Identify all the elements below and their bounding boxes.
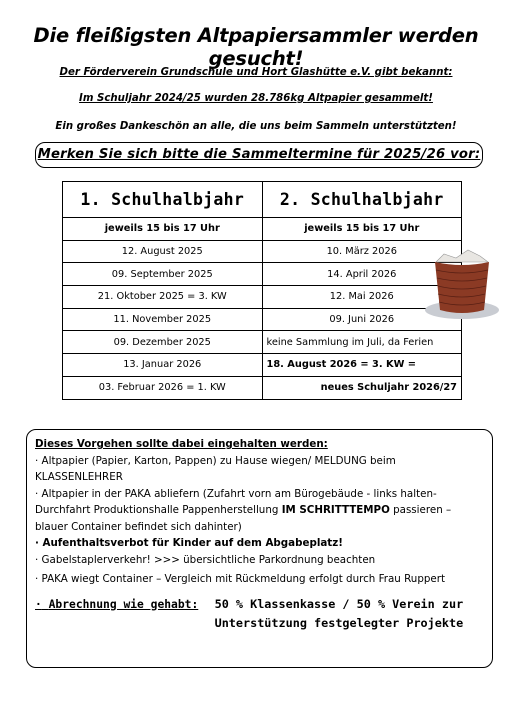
page-title: Die fleißigsten Altpapiersammler werden gesucht!: [33, 24, 479, 70]
rules-box: [26, 429, 493, 668]
billing-bullet: ·: [35, 597, 42, 611]
date-cell: 09. Juni 2026: [262, 308, 462, 331]
header-first-half: 1. Schulhalbjahr: [63, 182, 263, 218]
dates-banner: [35, 142, 483, 168]
paper-basket-image: [422, 240, 502, 320]
header-second-half: 2. Schulhalbjahr: [262, 182, 462, 218]
date-cell: 13. Januar 2026: [63, 354, 263, 377]
announcement-line: Der Förderverein Grundschule und Hort Glashütte e.V. gibt bekannt:: [59, 67, 453, 78]
billing-row: [35, 595, 484, 633]
billing-text: 50 % Klassenkasse / 50 % Verein zur Unterstützung festgelegter Projekte: [214, 596, 464, 630]
date-cell: 11. November 2025: [63, 308, 263, 331]
rule-weighing: · PAKA wiegt Container – Vergleich mit Rückmeldung erfolgt durch Frau Ruppert: [35, 573, 445, 585]
date-cell: 12. August 2025: [63, 240, 263, 263]
table-row: [63, 376, 462, 399]
table-row: [63, 331, 462, 354]
rule-deliver-text: · Altpapier in der PAKA abliefern (Zufahrt vorn am Bürogebäude - links halten- Durchfahrt Produktionshalle Pappenherstellung: [35, 487, 437, 516]
date-cell: 09. Dezember 2025: [63, 331, 263, 354]
billing-label: Abrechnung wie gehabt:: [48, 597, 199, 611]
rule-weigh: · Altpapier (Papier, Karton, Pappen) zu Hause wiegen/ MELDUNG beim KLASSENLEHRER: [35, 454, 396, 483]
billing-label-cell: [35, 595, 215, 633]
rule-no-children: · Aufenthaltsverbot für Kinder auf dem Abgabeplatz!: [35, 537, 343, 549]
time-left: jeweils 15 bis 17 Uhr: [63, 218, 263, 241]
rules-heading: Dieses Vorgehen sollte dabei eingehalten werden:: [35, 438, 328, 450]
paper-shape: [436, 250, 488, 262]
table-row: [63, 308, 462, 331]
table-header-row: [63, 182, 462, 218]
date-cell: 09. September 2025: [63, 263, 263, 286]
thanks-line: Ein großes Dankeschön an alle, die uns beim Sammeln unterstützten!: [55, 121, 457, 132]
rule-forklift: · Gabelstaplerverkehr! >>> übersichtliche Parkordnung beachten: [35, 553, 376, 566]
date-cell: 21. Oktober 2025 = 3. KW: [63, 286, 263, 309]
rule-deliver-speed: IM SCHRITTTEMPO: [281, 504, 390, 516]
rule-deliver: [35, 486, 484, 536]
date-cell: neues Schuljahr 2026/27: [262, 376, 462, 399]
date-cell: 18. August 2026 = 3. KW =: [262, 354, 462, 377]
date-cell: keine Sammlung im Juli, da Ferien: [262, 331, 462, 354]
time-right: jeweils 15 bis 17 Uhr: [262, 218, 462, 241]
date-cell: 14. April 2026: [262, 263, 462, 286]
rule-deliver-text-end: passieren – blauer Container befindet sich dahinter): [35, 504, 452, 533]
date-cell: 03. Februar 2026 = 1. KW: [63, 376, 263, 399]
collection-dates-table: [62, 181, 462, 400]
table-row: [63, 263, 462, 286]
table-row: [63, 286, 462, 309]
table-row: [63, 354, 462, 377]
table-row: [63, 240, 462, 263]
result-line: Im Schuljahr 2024/25 wurden 28.786kg Altpapier gesammelt!: [79, 93, 433, 104]
date-cell: 12. Mai 2026: [262, 286, 462, 309]
table-row: [63, 218, 462, 241]
date-cell: 10. März 2026: [262, 240, 462, 263]
dates-banner-text: Merken Sie sich bitte die Sammeltermine für 2025/26 vor:: [37, 147, 481, 162]
